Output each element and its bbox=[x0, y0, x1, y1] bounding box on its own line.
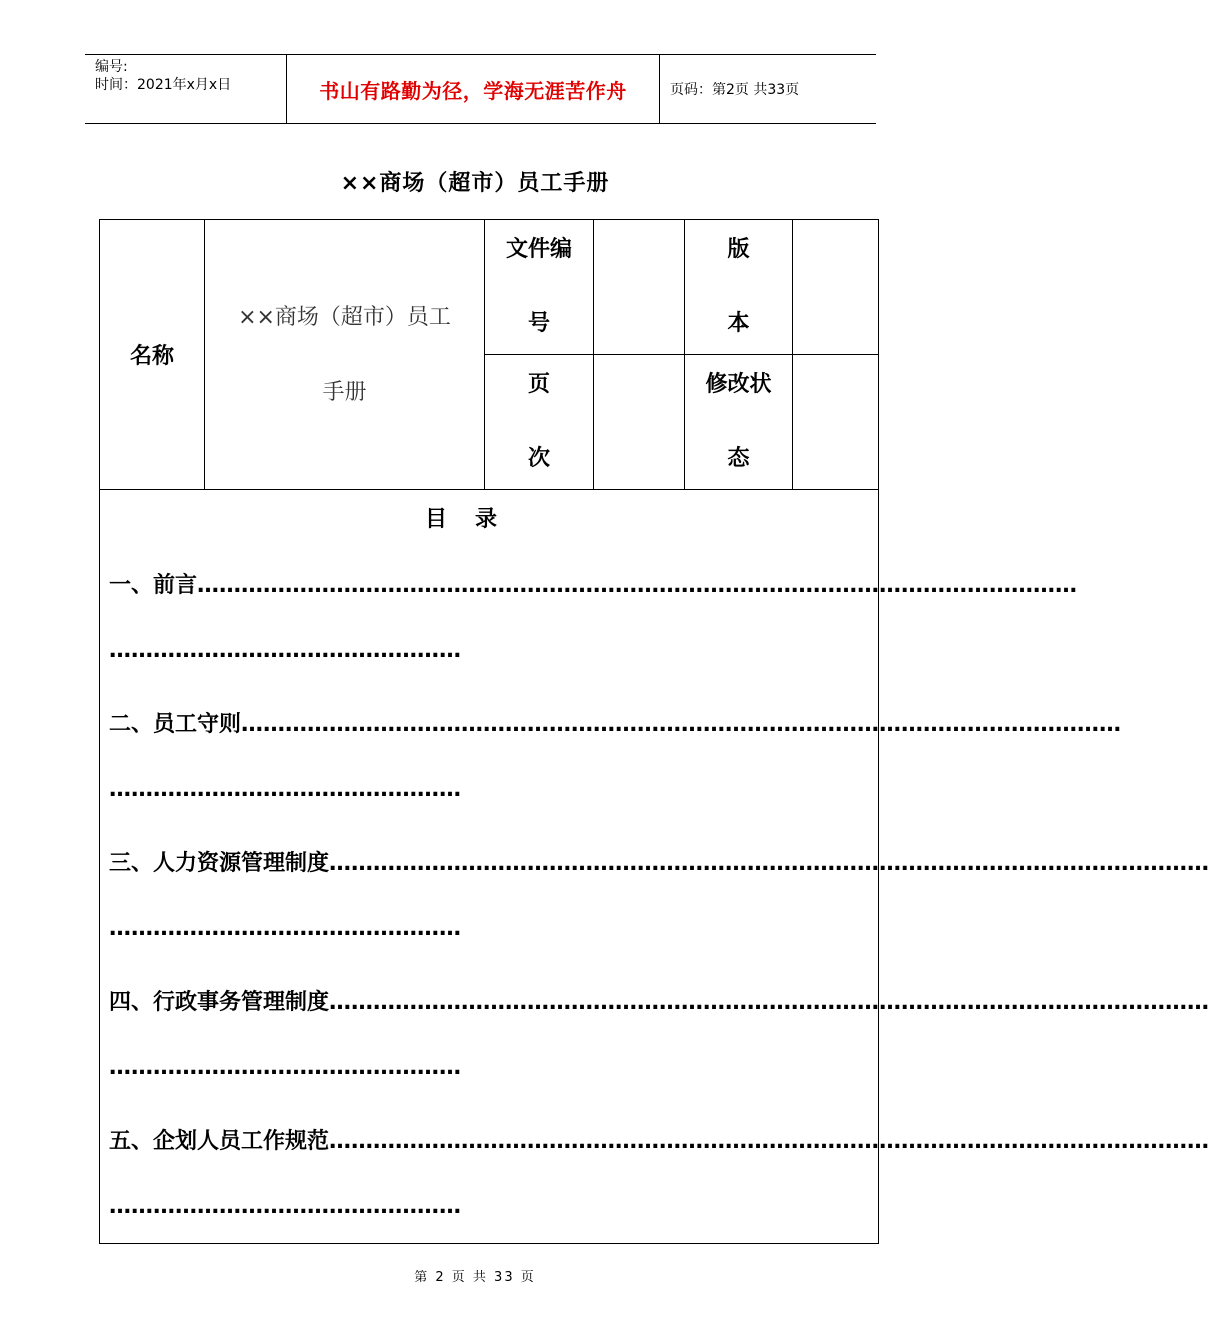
page-header bbox=[85, 54, 876, 124]
table-divider bbox=[100, 489, 878, 490]
name-value-line1: ××商场（超市）员工 bbox=[238, 305, 451, 330]
file-number-label-line1: 文件编 bbox=[505, 237, 572, 262]
toc-leader-continuation: ………………………………………… bbox=[109, 1194, 461, 1219]
file-number-value-cell bbox=[594, 220, 684, 354]
file-number-label-line2: 号 bbox=[527, 311, 550, 336]
toc-leader-continuation: ………………………………………… bbox=[109, 916, 461, 941]
name-label-cell bbox=[100, 220, 204, 489]
toc-leader-dots: ………………………………………………………………………………………………………… bbox=[241, 712, 1122, 737]
name-label: 名称 bbox=[129, 344, 174, 369]
header-meta bbox=[85, 55, 287, 123]
revision-label-cell bbox=[685, 355, 792, 489]
toc-entry-label: 三、人力资源管理制度 bbox=[109, 851, 330, 876]
document-title: ××商场（超市）员工手册 bbox=[340, 171, 610, 196]
document-date: 时间：2021年x月x日 bbox=[95, 77, 232, 93]
toc-leader-dots: ………………………………………………………………………………………………………… bbox=[197, 573, 1078, 598]
header-motto: 书山有路勤为径，学海无涯苦作舟 bbox=[287, 55, 660, 123]
toc-entry-label: 一、前言 bbox=[109, 573, 198, 598]
file-number-label-cell bbox=[485, 220, 593, 354]
name-value-cell bbox=[205, 220, 484, 489]
document-number-label: 编号: bbox=[95, 59, 128, 75]
toc-entry[interactable] bbox=[109, 568, 1078, 599]
toc-entry[interactable] bbox=[109, 1124, 1209, 1155]
toc-title: 目录 bbox=[424, 507, 525, 532]
revision-label-line1: 修改状 bbox=[705, 372, 772, 397]
page-footer: 第 2 页 共 33 页 bbox=[414, 1270, 536, 1285]
toc-entry-label: 四、行政事务管理制度 bbox=[109, 990, 330, 1015]
toc-leader-dots: ………………………………………………………………………………………………………… bbox=[329, 990, 1209, 1015]
page-value-cell bbox=[594, 355, 684, 489]
toc-leader-dots: ………………………………………………………………………………………………………… bbox=[329, 851, 1209, 876]
toc-leader-continuation: ………………………………………… bbox=[109, 638, 461, 663]
header-page-info: 页码：第2页 共33页 bbox=[670, 82, 800, 98]
version-label-cell bbox=[685, 220, 792, 354]
toc-leader-dots: ………………………………………………………………………………………………………… bbox=[329, 1129, 1209, 1154]
revision-label-line2: 态 bbox=[727, 446, 750, 471]
toc-entry[interactable] bbox=[109, 707, 1122, 738]
version-value-cell bbox=[793, 220, 878, 354]
name-value-line2: 手册 bbox=[322, 380, 367, 405]
toc-leader-continuation: ………………………………………… bbox=[109, 777, 461, 802]
version-label-line2: 本 bbox=[727, 311, 750, 336]
page-label-line1: 页 bbox=[527, 372, 550, 397]
toc-entry[interactable] bbox=[109, 985, 1209, 1016]
toc-entry-label: 五、企划人员工作规范 bbox=[109, 1129, 330, 1154]
page-label-line2: 次 bbox=[527, 446, 550, 471]
revision-value-cell bbox=[793, 355, 878, 489]
version-label-line1: 版 bbox=[727, 237, 750, 262]
toc-leader-continuation: ………………………………………… bbox=[109, 1055, 461, 1080]
toc-entry-label: 二、员工守则 bbox=[109, 712, 242, 737]
toc-entry[interactable] bbox=[109, 846, 1209, 877]
page-label-cell bbox=[485, 355, 593, 489]
